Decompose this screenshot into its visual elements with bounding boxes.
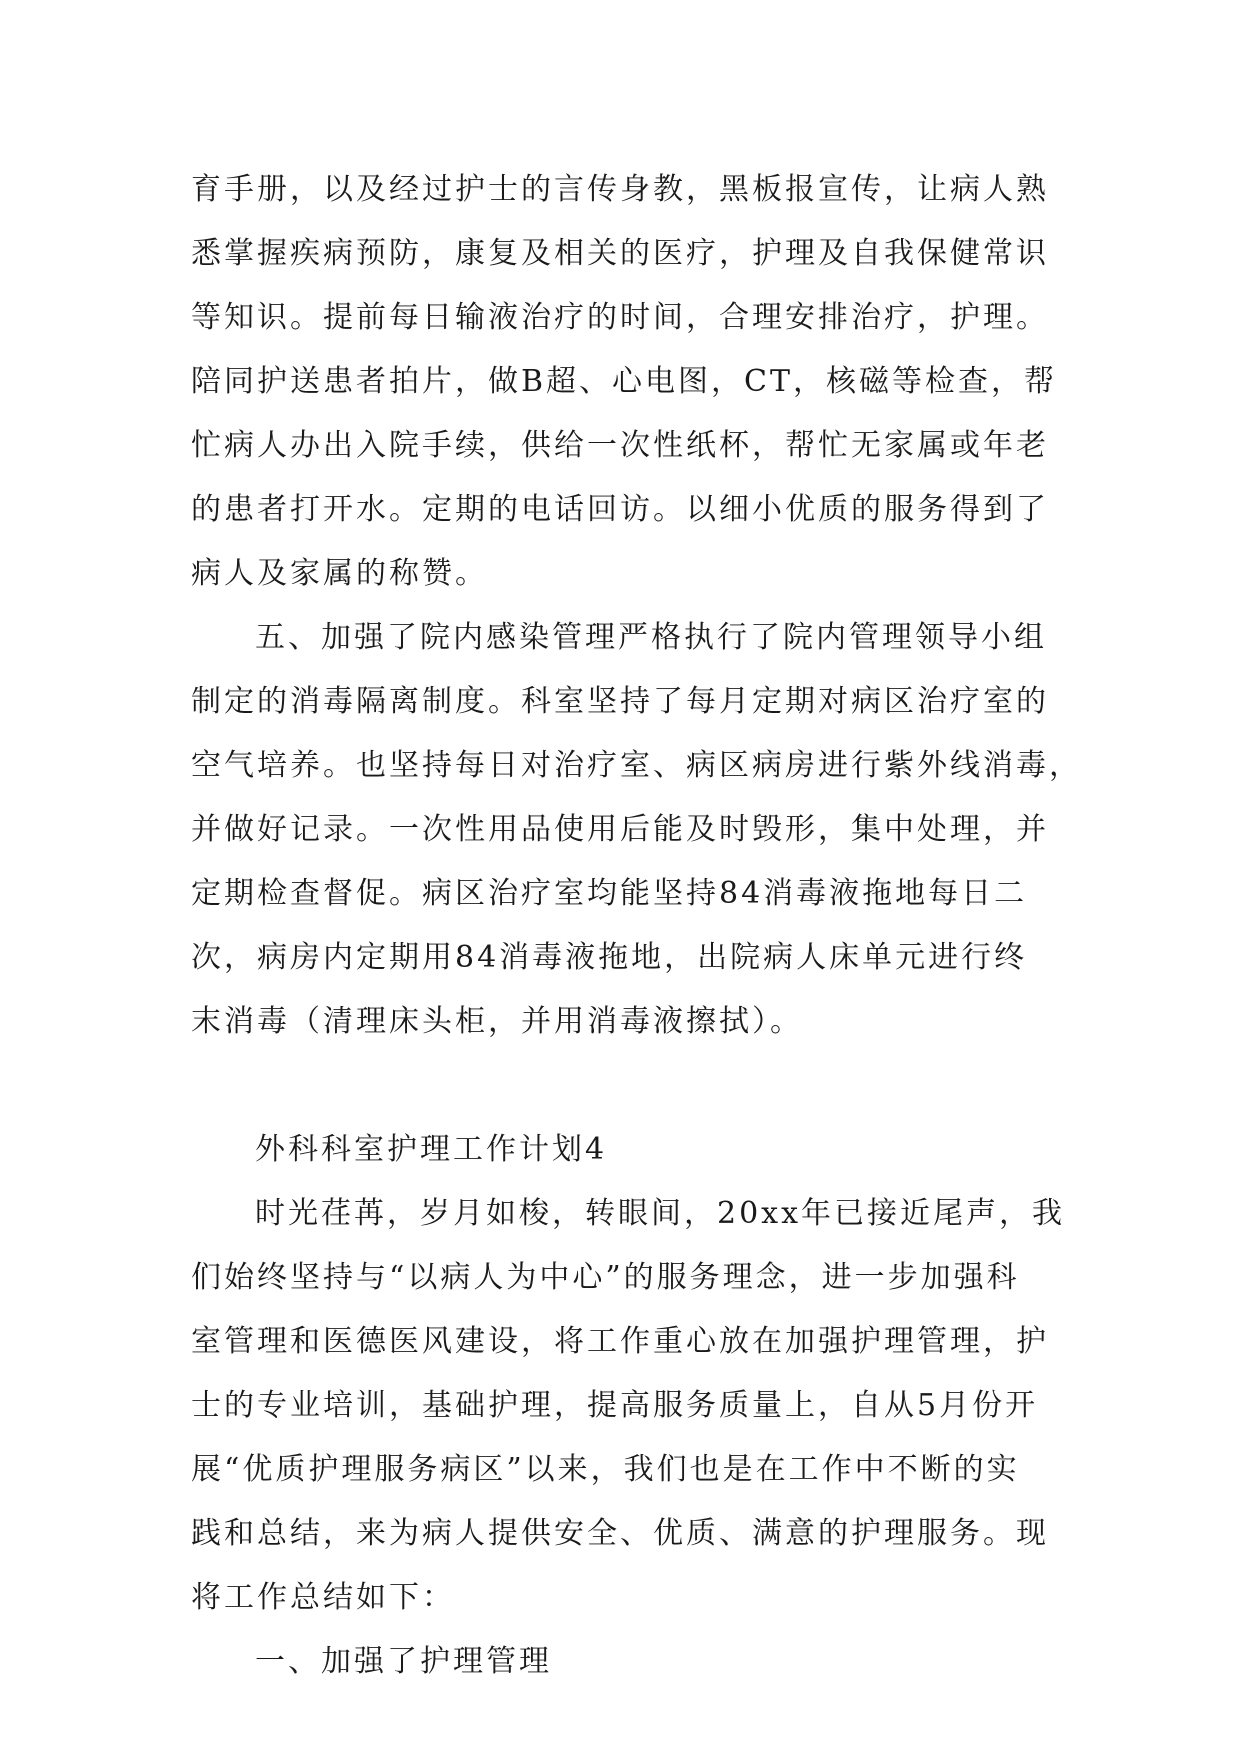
text-line: 忙病人办出入院手续，供给一次性纸杯，帮忙无家属或年老 xyxy=(191,428,1049,463)
paragraph xyxy=(191,158,1071,606)
paragraph xyxy=(191,1182,1071,1630)
text-line: 时光荏苒，岁月如梭，转眼间，20xx年已接近尾声，我 xyxy=(255,1196,1066,1231)
text-line: 将工作总结如下： xyxy=(191,1580,455,1615)
text-line: 空气培养。也坚持每日对治疗室、病区病房进行紫外线消毒， xyxy=(191,748,1082,783)
section-title: 外科科室护理工作计划4 xyxy=(255,1132,608,1167)
paragraph-gap xyxy=(191,1054,1071,1118)
text-line: 并做好记录。一次性用品使用后能及时毁形，集中处理，并 xyxy=(191,812,1049,847)
text-line: 次，病房内定期用84消毒液拖地，出院病人床单元进行终 xyxy=(191,940,1028,975)
paragraph xyxy=(191,606,1082,1054)
text-line: 陪同护送患者拍片，做B超、心电图，CT，核磁等检查，帮 xyxy=(191,364,1058,399)
text-line: 制定的消毒隔离制度。科室坚持了每月定期对病区治疗室的 xyxy=(191,684,1049,719)
text-line: 士的专业培训，基础护理，提高服务质量上，自从5月份开 xyxy=(191,1388,1039,1423)
text-line: 践和总结，来为病人提供安全、优质、满意的护理服务。现 xyxy=(191,1516,1049,1551)
text-line: 末消毒（清理床头柜，并用消毒液擦拭）。 xyxy=(191,1004,803,1039)
text-line: 室管理和医德医风建设，将工作重心放在加强护理管理，护 xyxy=(191,1324,1049,1359)
text-line: 定期检查督促。病区治疗室均能坚持84消毒液拖地每日二 xyxy=(191,876,1028,911)
text-line: 育手册，以及经过护士的言传身教，黑板报宣传，让病人熟 xyxy=(191,172,1049,207)
document-body xyxy=(191,158,1082,1694)
text-line: 们始终坚持与“以病人为中心”的服务理念，进一步加强科 xyxy=(191,1260,1020,1295)
text-line: 等知识。提前每日输液治疗的时间，合理安排治疗，护理。 xyxy=(191,300,1049,335)
text-line: 五、加强了院内感染管理严格执行了院内管理领导小组 xyxy=(255,620,1047,655)
text-line: 展“优质护理服务病区”以来，我们也是在工作中不断的实 xyxy=(191,1452,1020,1487)
text-line: 悉掌握疾病预防，康复及相关的医疗，护理及自我保健常识 xyxy=(191,236,1049,271)
text-line: 的患者打开水。定期的电话回访。以细小优质的服务得到了 xyxy=(191,492,1049,527)
subheading: 一、加强了护理管理 xyxy=(255,1644,552,1679)
text-line: 病人及家属的称赞。 xyxy=(191,556,488,591)
